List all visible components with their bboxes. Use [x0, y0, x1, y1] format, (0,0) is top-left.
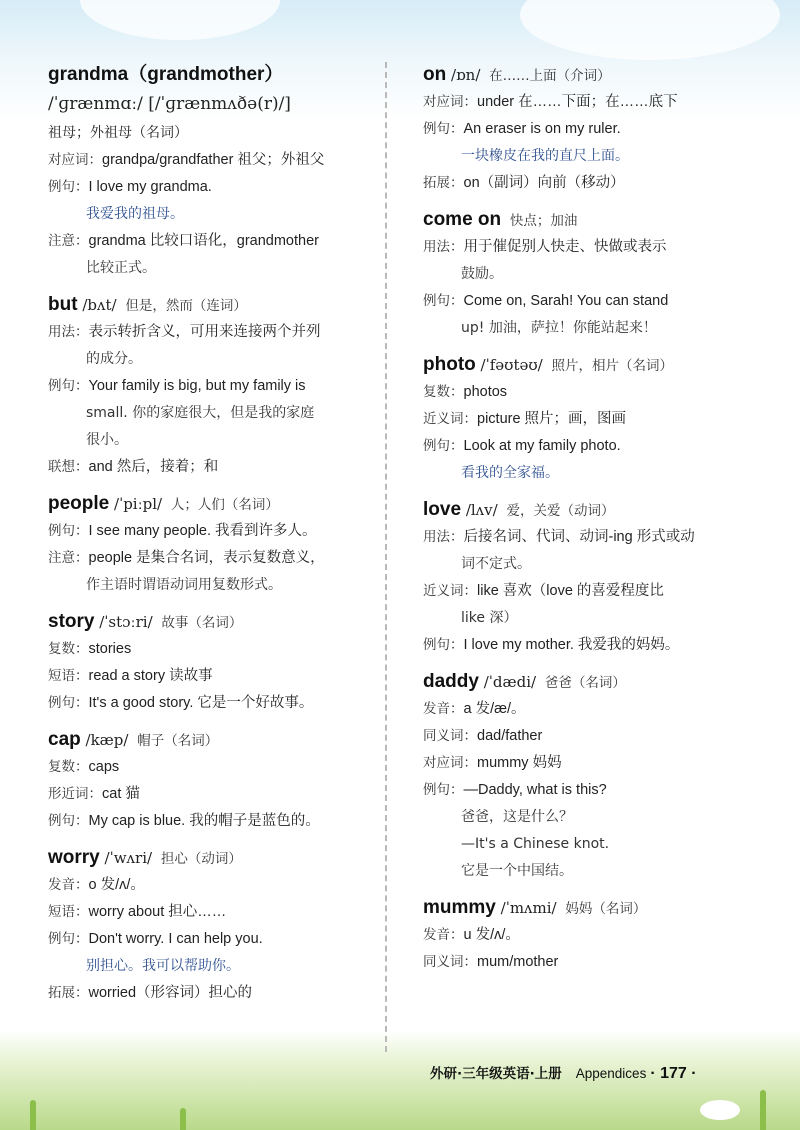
headword: grandma（grandmother）	[48, 64, 284, 85]
word-entry	[423, 669, 743, 885]
row-label: 例句：	[48, 179, 89, 195]
row-label: 例句：	[48, 931, 89, 947]
phonetic: /ˈpiːpl/	[114, 495, 163, 513]
row-label: 例句：	[48, 523, 89, 539]
row-label: 形近词：	[48, 786, 102, 802]
row-value: picture 照片；画，图画	[477, 411, 627, 427]
row-value: I love my grandma.	[88, 179, 212, 195]
row-value: —Daddy, what is this?	[463, 782, 607, 798]
row-continuation: 它是一个中国结。	[461, 863, 573, 879]
headword-line	[423, 497, 743, 524]
row-continuation: 爸爸，这是什么？	[461, 809, 573, 825]
entry-row	[423, 696, 743, 723]
entry-row	[48, 781, 360, 808]
entry-row	[423, 170, 743, 197]
phonetic: /bʌt/	[82, 296, 117, 314]
entry-row	[48, 636, 360, 663]
phonetic: /ˈdædi/	[483, 673, 537, 691]
word-entry	[48, 292, 360, 481]
row-value: Your family is big, but my family is	[88, 378, 306, 394]
headword-line	[423, 669, 743, 696]
phonetic: /ɒn/	[451, 66, 481, 84]
entry-row	[48, 228, 360, 255]
row-label: 例句：	[48, 378, 89, 394]
headword-line	[48, 727, 360, 754]
phonetic: /kæp/	[85, 731, 129, 749]
row-continuation: up! 加油，萨拉！你能站起来！	[461, 320, 657, 336]
entry-row	[423, 524, 743, 551]
word-entry	[48, 62, 360, 282]
row-label: 近义词：	[423, 411, 477, 427]
row-value: I love my mother. 我爱我的妈妈。	[463, 637, 680, 653]
phonetic: /ˈɡrænmɑː/ [/ˈɡrænmʌðə(r)/]	[48, 94, 291, 114]
entry-row	[423, 949, 743, 976]
phonetic: /ˈwʌri/	[104, 849, 153, 867]
meaning: 故事（名词）	[161, 615, 243, 631]
word-entry	[423, 895, 743, 976]
headword-line	[423, 62, 743, 89]
row-continuation: 的成分。	[86, 351, 142, 367]
headword: mummy	[423, 897, 496, 918]
row-label: 联想：	[48, 459, 89, 475]
row-value: grandpa/grandfather 祖父；外祖父	[102, 152, 325, 168]
footer-appendix: Appendices	[575, 1066, 647, 1081]
entry-row	[423, 89, 743, 116]
row-label: 拓展：	[423, 175, 464, 191]
row-label: 例句：	[48, 813, 89, 829]
entry-row	[48, 808, 360, 835]
row-value: u 发/ʌ/。	[463, 927, 520, 943]
row-value: o 发/ʌ/。	[88, 877, 145, 893]
row-value: 用于催促别人快走、快做或表示	[463, 239, 667, 255]
row-continuation: —It's a Chinese knot.	[461, 836, 610, 852]
row-label: 发音：	[423, 701, 464, 717]
headword-line	[48, 62, 360, 88]
row-label: 对应词：	[48, 152, 102, 168]
row-value: stories	[88, 641, 132, 657]
entry-row	[48, 663, 360, 690]
row-label: 例句：	[48, 695, 89, 711]
meaning: 祖母；外祖母（名词）	[48, 125, 188, 141]
entry-row	[48, 872, 360, 899]
meaning: 在……上面（介词）	[489, 68, 611, 84]
word-entry	[48, 491, 360, 599]
headword-line	[423, 895, 743, 922]
row-label: 发音：	[48, 877, 89, 893]
row-continuation: 很小。	[86, 432, 128, 448]
row-value: My cap is blue. 我的帽子是蓝色的。	[88, 813, 320, 829]
row-continuation: small. 你的家庭很大，但是我的家庭	[86, 405, 315, 421]
row-continuation: 别担心。我可以帮助你。	[86, 958, 240, 974]
column-divider	[385, 62, 387, 1052]
entry-row	[48, 147, 360, 174]
entry-row	[48, 899, 360, 926]
headword-line	[48, 491, 360, 518]
row-value: mum/mother	[477, 954, 559, 970]
row-value: people 是集合名词，表示复数意义，	[88, 550, 325, 566]
row-value: grandma 比较口语化，grandmother	[88, 233, 319, 249]
row-value: 后接名词、代词、动词-ing 形式或动	[463, 529, 695, 545]
cloud-decoration	[80, 0, 280, 40]
entry-row	[48, 319, 360, 346]
word-entry	[48, 727, 360, 835]
entry-row	[423, 116, 743, 143]
entry-row	[423, 433, 743, 460]
row-value: I see many people. 我看到许多人。	[88, 523, 317, 539]
entry-row	[48, 545, 360, 572]
word-entry	[48, 845, 360, 1007]
row-value: worry about 担心……	[88, 904, 227, 920]
row-label: 短语：	[48, 668, 89, 684]
meaning: 照片，相片（名词）	[551, 358, 673, 374]
headword: story	[48, 611, 95, 632]
headword: worry	[48, 847, 100, 868]
word-entry	[423, 207, 743, 342]
row-value: a 发/æ/。	[463, 701, 526, 717]
cloud-decoration	[520, 0, 780, 60]
row-value: cat 猫	[102, 786, 140, 802]
phonetic: /ˈfəʊtəʊ/	[480, 356, 543, 374]
entry-row	[423, 777, 743, 804]
page-footer	[430, 1062, 760, 1090]
row-value: Come on, Sarah! You can stand	[463, 293, 669, 309]
grass-decoration	[30, 1100, 36, 1130]
row-label: 例句：	[423, 637, 464, 653]
row-label: 例句：	[423, 438, 464, 454]
row-label: 例句：	[423, 782, 464, 798]
word-entry	[48, 609, 360, 717]
word-entry	[423, 62, 743, 197]
headword-line	[48, 609, 360, 636]
headword: come on	[423, 209, 502, 230]
row-label: 用法：	[423, 239, 464, 255]
entry-row	[423, 288, 743, 315]
right-column	[423, 62, 743, 986]
word-entry	[423, 352, 743, 487]
meaning: 爱，关爱（动词）	[506, 503, 615, 519]
row-label: 发音：	[423, 927, 464, 943]
row-value: like 喜欢（love 的喜爱程度比	[477, 583, 664, 599]
entry-row	[48, 690, 360, 717]
row-continuation: 鼓励。	[461, 266, 503, 282]
row-continuation: 我爱我的祖母。	[86, 206, 184, 222]
meaning: 妈妈（名词）	[565, 901, 647, 917]
row-label: 例句：	[423, 293, 464, 309]
row-continuation: 作主语时谓语动词用复数形式。	[86, 577, 282, 593]
phonetic: /ˈmʌmi/	[500, 899, 557, 917]
meaning: 帽子（名词）	[137, 733, 219, 749]
entry-row	[48, 518, 360, 545]
row-continuation: 看我的全家福。	[461, 465, 559, 481]
entry-row	[423, 922, 743, 949]
row-value: dad/father	[477, 728, 543, 744]
row-label: 例句：	[423, 121, 464, 137]
row-label: 同义词：	[423, 954, 477, 970]
entry-row	[423, 234, 743, 261]
row-value: worried（形容词）担心的	[88, 985, 253, 1001]
entry-row	[423, 578, 743, 605]
row-value: Look at my family photo.	[463, 438, 621, 454]
headword: cap	[48, 729, 81, 750]
headword: people	[48, 493, 110, 514]
row-label: 复数：	[48, 641, 89, 657]
headword: but	[48, 294, 78, 315]
meaning: 但是，然而（连词）	[125, 298, 247, 314]
page-number: · 177 ·	[650, 1065, 697, 1082]
row-value: 表示转折含义，可用来连接两个并列	[88, 324, 321, 340]
entry-row	[423, 379, 743, 406]
row-label: 拓展：	[48, 985, 89, 1001]
entry-row	[48, 373, 360, 400]
row-continuation: 词不定式。	[461, 556, 531, 572]
row-value: An eraser is on my ruler.	[463, 121, 621, 137]
entry-row	[48, 454, 360, 481]
phonetic: /lʌv/	[465, 501, 498, 519]
entry-row	[48, 174, 360, 201]
headword-line	[423, 352, 743, 379]
row-label: 复数：	[423, 384, 464, 400]
row-label: 对应词：	[423, 94, 477, 110]
headword-line	[48, 845, 360, 872]
row-label: 同义词：	[423, 728, 477, 744]
grass-decoration	[180, 1108, 186, 1130]
word-entry	[423, 497, 743, 659]
row-label: 近义词：	[423, 583, 477, 599]
headword: on	[423, 64, 447, 85]
meaning: 担心（动词）	[160, 851, 242, 867]
row-value: on（副词）向前（移动）	[463, 175, 625, 191]
row-label: 用法：	[48, 324, 89, 340]
phonetic: /ˈstɔːri/	[99, 613, 153, 631]
row-value: It's a good story. 它是一个好故事。	[88, 695, 314, 711]
headword-line	[48, 292, 360, 319]
row-value: under 在……下面；在……底下	[477, 94, 678, 110]
row-label: 复数：	[48, 759, 89, 775]
entry-row	[48, 980, 360, 1007]
row-label: 对应词：	[423, 755, 477, 771]
footer-series: 外研·三年级英语·上册	[430, 1066, 562, 1082]
row-value: photos	[463, 384, 508, 400]
row-value: and 然后，接着；和	[88, 459, 219, 475]
grass-decoration	[760, 1090, 766, 1130]
entry-row	[48, 754, 360, 781]
flower-decoration	[700, 1100, 740, 1120]
row-label: 注意：	[48, 233, 89, 249]
row-continuation: like 深）	[461, 610, 518, 626]
row-label: 短语：	[48, 904, 89, 920]
meaning: 爸爸（名词）	[544, 675, 626, 691]
row-label: 注意：	[48, 550, 89, 566]
row-continuation: 比较正式。	[86, 260, 156, 276]
meaning: 人；人们（名词）	[170, 497, 279, 513]
entry-row	[423, 723, 743, 750]
entry-row	[423, 406, 743, 433]
headword: photo	[423, 354, 476, 375]
row-label: 用法：	[423, 529, 464, 545]
entry-row	[48, 926, 360, 953]
row-value: Don't worry. I can help you.	[88, 931, 263, 947]
row-value: mummy 妈妈	[477, 755, 562, 771]
headword-line	[423, 207, 743, 234]
entry-row	[423, 750, 743, 777]
headword: love	[423, 499, 462, 520]
row-value: caps	[88, 759, 120, 775]
entry-row	[423, 632, 743, 659]
left-column	[48, 62, 360, 1017]
row-continuation: 一块橡皮在我的直尺上面。	[461, 148, 629, 164]
meaning: 快点；加油	[509, 213, 578, 229]
headword: daddy	[423, 671, 479, 692]
row-value: read a story 读故事	[88, 668, 213, 684]
